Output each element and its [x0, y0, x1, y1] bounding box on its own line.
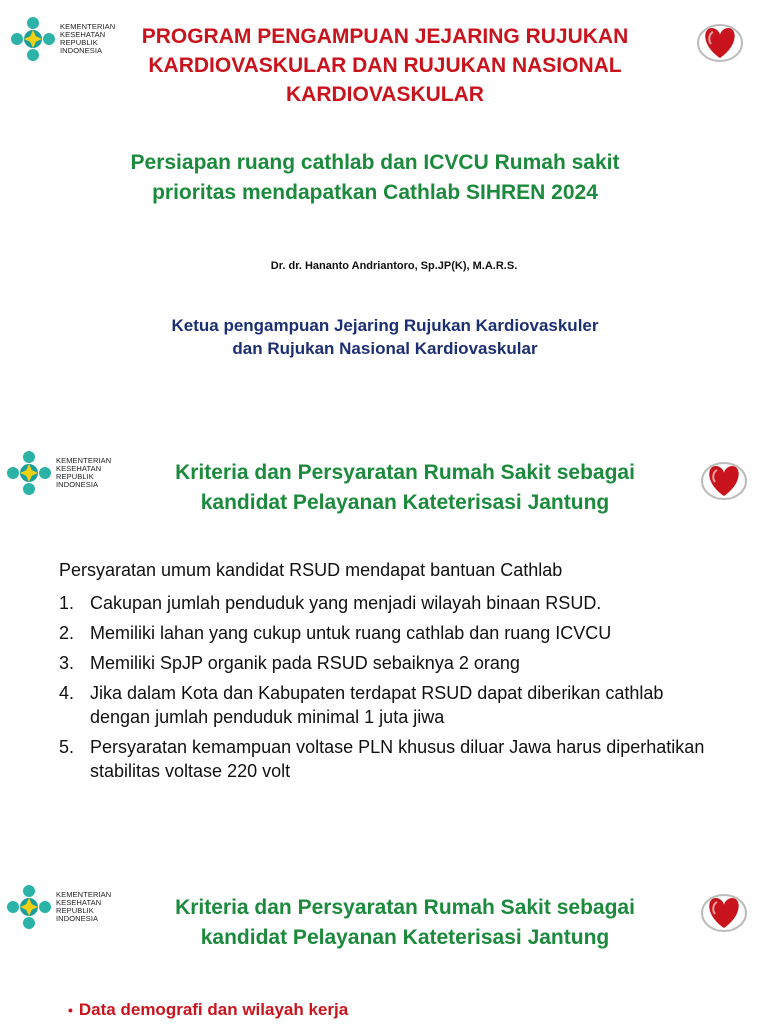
logo-line: REPUBLIK: [56, 906, 94, 915]
list-number: 5.: [59, 737, 75, 757]
kemenkes-emblem-icon: [6, 884, 52, 930]
role-line: Ketua pengampuan Jejaring Rujukan Kardiovaskuler: [171, 316, 599, 335]
bullet-item: [68, 1000, 348, 1020]
slide-1: [0, 0, 768, 420]
criteria-title: [130, 893, 680, 953]
kemenkes-logo: [6, 884, 111, 930]
list-item: [59, 681, 719, 729]
criteria-title-line: kandidat Pelayanan Kateterisasi Jantung: [200, 491, 610, 514]
list-number: 3.: [59, 653, 75, 673]
list-text: Cakupan jumlah penduduk yang menjadi wilayah binaan RSUD.: [90, 593, 602, 613]
slide-2: [0, 430, 768, 850]
kemenkes-emblem-icon: [10, 16, 56, 62]
list-item: [59, 591, 719, 615]
kemenkes-logo: [10, 16, 115, 62]
program-title-line: KARDIOVASKULAR: [286, 83, 484, 106]
list-item: [59, 651, 719, 675]
subtitle: [90, 148, 660, 208]
criteria-title: [130, 458, 680, 518]
program-title-line: PROGRAM PENGAMPUAN JEJARING RUJUKAN: [141, 25, 629, 48]
logo-line: INDONESIA: [56, 480, 99, 489]
program-title: [120, 22, 650, 109]
slide-3: [0, 860, 768, 1024]
requirements-intro: Persyaratan umum kandidat RSUD mendapat bantuan Cathlab: [59, 560, 563, 580]
list-text: Persyaratan kemampuan voltase PLN khusus diluar Jawa harus diperhatikan stabilitas voltase 220 volt: [90, 737, 705, 781]
logo-line: INDONESIA: [60, 46, 103, 55]
heart-icon: [700, 456, 748, 502]
heart-icon: [696, 18, 744, 64]
logo-line: KESEHATAN: [60, 30, 106, 39]
requirements-list: [59, 591, 719, 789]
list-text: Jika dalam Kota dan Kabupaten terdapat RSUD dapat diberikan cathlab dengan jumlah penduduk minimal 1 juta jiwa: [90, 683, 664, 727]
program-title-line: KARDIOVASKULAR DAN RUJUKAN NASIONAL: [148, 54, 622, 77]
bullet-dot: •: [68, 1002, 73, 1018]
logo-line: KEMENTERIAN: [56, 890, 112, 899]
author: Dr. dr. Hananto Andriantoro, Sp.JP(K), M.A.R.S.: [270, 260, 518, 272]
list-number: 2.: [59, 623, 75, 643]
logo-line: INDONESIA: [56, 914, 99, 923]
logo-line: KESEHATAN: [56, 898, 102, 907]
list-number: 4.: [59, 683, 75, 703]
logo-line: REPUBLIK: [56, 472, 94, 481]
subtitle-line: prioritas mendapatkan Cathlab SIHREN 2024: [152, 181, 598, 204]
logo-line: KESEHATAN: [56, 464, 102, 473]
role-title: [110, 314, 660, 360]
list-number: 1.: [59, 593, 75, 613]
kemenkes-logo: [6, 450, 111, 496]
list-text: Memiliki lahan yang cukup untuk ruang cathlab dan ruang ICVCU: [90, 623, 612, 643]
logo-line: KEMENTERIAN: [60, 22, 116, 31]
subtitle-line: Persiapan ruang cathlab dan ICVCU Rumah sakit: [130, 151, 620, 174]
list-item: [59, 735, 719, 783]
criteria-title-line: Kriteria dan Persyaratan Rumah Sakit sebagai: [175, 461, 635, 484]
logo-line: KEMENTERIAN: [56, 456, 112, 465]
kemenkes-emblem-icon: [6, 450, 52, 496]
criteria-title-line: Kriteria dan Persyaratan Rumah Sakit sebagai: [175, 896, 635, 919]
heart-icon: [700, 888, 748, 934]
bullet-text: Data demografi dan wilayah kerja: [78, 1000, 349, 1019]
list-text: Memiliki SpJP organik pada RSUD sebaiknya 2 orang: [90, 653, 520, 673]
criteria-title-line: kandidat Pelayanan Kateterisasi Jantung: [200, 926, 610, 949]
list-item: [59, 621, 719, 645]
role-line: dan Rujukan Nasional Kardiovaskular: [232, 339, 538, 358]
logo-line: REPUBLIK: [60, 38, 98, 47]
